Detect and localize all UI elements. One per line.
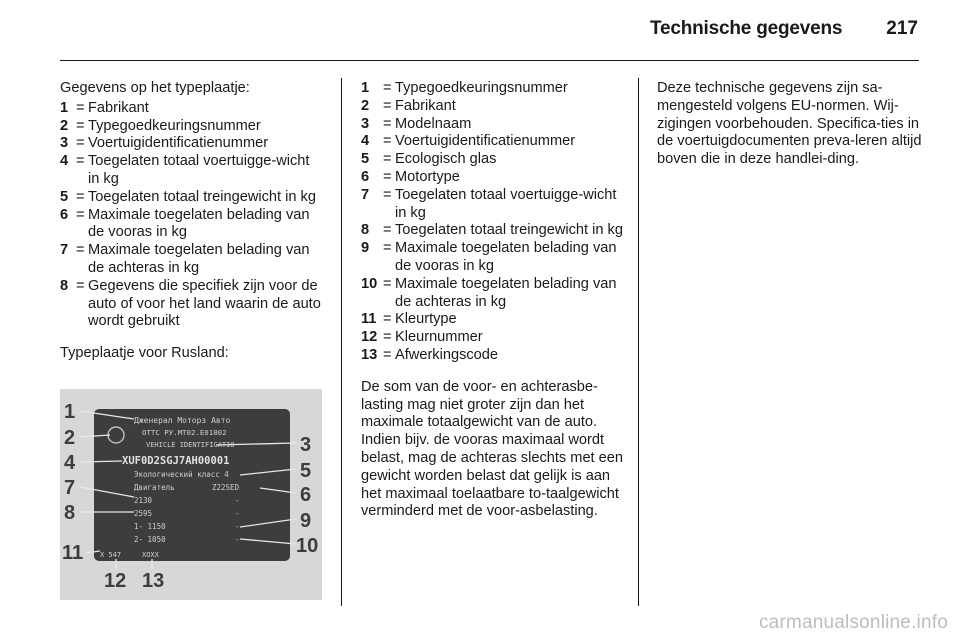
item-number: 2 bbox=[60, 117, 69, 134]
equals-sign: = bbox=[76, 117, 85, 134]
item-text: Motortype bbox=[395, 168, 460, 185]
equals-sign: = bbox=[76, 188, 85, 205]
equals-sign: = bbox=[383, 346, 392, 363]
item-number: 2 bbox=[361, 97, 370, 114]
equals-sign: = bbox=[383, 311, 392, 328]
equals-sign: = bbox=[383, 222, 392, 239]
callout-8: 8 bbox=[64, 502, 76, 524]
item-text: Typegoedkeuringsnummer bbox=[88, 117, 261, 134]
plate-line: X 547 bbox=[100, 551, 122, 559]
item-number: 4 bbox=[60, 153, 69, 170]
item-number: 8 bbox=[60, 277, 69, 294]
item-number: 8 bbox=[361, 222, 370, 239]
type-plate-svg bbox=[60, 389, 322, 600]
equals-sign: = bbox=[383, 275, 392, 292]
item-text: Toegelaten totaal treingewicht in kg bbox=[395, 222, 623, 239]
item-text: Typegoedkeuringsnummer bbox=[395, 80, 568, 96]
callout-1: 1 bbox=[64, 401, 76, 423]
equals-sign: = bbox=[76, 99, 85, 116]
list-item bbox=[361, 222, 626, 240]
item-text: Toegelaten totaal voertuigge-wicht in kg bbox=[395, 186, 617, 221]
item-text: Kleurtype bbox=[395, 311, 457, 328]
axle-load-paragraph: De som van de voor- en achterasbe-lasting mag niet groter zijn dan het maximale totaalgewicht van de auto. Indien bijv. de vooras maximaal wordt belast, mag de achteras slechts met een gewicht worden belast dat gelijk is aan het maximaal toelaatbare to-taalgewicht verminderd met de voor-asbelasting. bbox=[361, 378, 624, 520]
equals-sign: = bbox=[383, 168, 392, 185]
item-number: 5 bbox=[60, 188, 69, 205]
list-item bbox=[361, 187, 626, 223]
item-text: Maximale toegelaten belading van de vooras in kg bbox=[88, 206, 310, 241]
callout-7: 7 bbox=[64, 477, 76, 499]
item-text: Voertuigidentificatienummer bbox=[395, 133, 576, 150]
plate-data-list bbox=[60, 100, 322, 331]
list-item bbox=[60, 207, 322, 243]
type-plate-illustration bbox=[60, 389, 322, 600]
equals-sign: = bbox=[383, 115, 392, 132]
item-text: Toegelaten totaal treingewicht in kg bbox=[88, 188, 316, 205]
header-rule bbox=[60, 60, 919, 61]
equals-sign: = bbox=[383, 240, 392, 257]
item-number: 13 bbox=[361, 346, 378, 363]
column-2 bbox=[361, 80, 626, 521]
plate-line: 2- 1050 bbox=[134, 535, 166, 544]
plate-line: ОТТС РУ.МТ02.Е01802 bbox=[142, 428, 227, 437]
item-text: Maximale toegelaten belading van de achteras in kg bbox=[395, 275, 617, 310]
callout-5: 5 bbox=[300, 460, 312, 482]
item-number: 10 bbox=[361, 275, 378, 292]
item-text: Modelnaam bbox=[395, 115, 472, 132]
item-number: 6 bbox=[361, 168, 370, 185]
list-item bbox=[60, 278, 322, 331]
column-divider-1 bbox=[341, 78, 342, 606]
intro-text: Gegevens op het typeplaatje: bbox=[60, 80, 250, 96]
plate-mark: - bbox=[235, 496, 240, 505]
item-number: 3 bbox=[361, 115, 370, 132]
list-item bbox=[361, 169, 626, 187]
watermark: carmanualsonline.info bbox=[758, 612, 948, 633]
list-item bbox=[60, 135, 322, 153]
equals-sign: = bbox=[383, 133, 392, 150]
callout-2: 2 bbox=[64, 427, 76, 449]
plate-line: 1- 1150 bbox=[134, 522, 166, 531]
item-text: Toegelaten totaal voertuigge-wicht in kg bbox=[88, 153, 310, 187]
callout-6: 6 bbox=[300, 484, 312, 506]
column-3 bbox=[657, 80, 925, 169]
item-text: Fabrikant bbox=[395, 97, 456, 114]
item-number: 1 bbox=[60, 99, 69, 116]
column-1 bbox=[60, 80, 322, 363]
item-text: Gegevens die specifiek zijn voor de auto of voor het land waarin de auto wordt gebruikt bbox=[88, 277, 321, 330]
list-item bbox=[361, 80, 626, 98]
item-text: Afwerkingscode bbox=[395, 346, 499, 363]
plate-mark: - bbox=[235, 522, 240, 531]
item-text: Maximale toegelaten belading van de achteras in kg bbox=[88, 242, 310, 276]
item-number: 4 bbox=[361, 133, 370, 150]
list-item bbox=[361, 116, 626, 134]
header-title: Technische gegevens bbox=[650, 18, 843, 39]
item-text: Fabrikant bbox=[88, 99, 149, 116]
list-item bbox=[361, 151, 626, 169]
item-number: 3 bbox=[60, 135, 69, 152]
plate-line: Z22SED bbox=[212, 483, 240, 492]
callout-10: 10 bbox=[296, 535, 319, 557]
plate-mark: - bbox=[235, 509, 240, 518]
list-item bbox=[361, 347, 626, 365]
list-item bbox=[60, 118, 322, 136]
subheading-russia: Typeplaatje voor Rusland: bbox=[60, 345, 229, 362]
equals-sign: = bbox=[76, 277, 85, 294]
plate-line: Двигатель bbox=[134, 483, 175, 492]
item-number: 7 bbox=[361, 186, 370, 203]
item-number: 9 bbox=[361, 240, 370, 257]
item-number: 12 bbox=[361, 329, 378, 346]
equals-sign: = bbox=[76, 242, 85, 259]
equals-sign: = bbox=[383, 151, 392, 168]
item-text: Maximale toegelaten belading van de vooras in kg bbox=[395, 240, 617, 274]
list-item bbox=[361, 329, 626, 347]
item-number: 1 bbox=[361, 80, 370, 96]
list-item bbox=[361, 240, 626, 276]
item-text: Ecologisch glas bbox=[395, 151, 497, 168]
equals-sign: = bbox=[76, 135, 85, 152]
plate-line: 2595 bbox=[134, 509, 153, 518]
plate-line: Дженерал Моторз Авто bbox=[134, 416, 231, 425]
russia-plate-list bbox=[361, 80, 626, 365]
equals-sign: = bbox=[383, 97, 392, 114]
equals-sign: = bbox=[76, 153, 85, 170]
item-number: 7 bbox=[60, 242, 69, 259]
plate-mark: - bbox=[235, 535, 240, 544]
equals-sign: = bbox=[383, 80, 392, 96]
list-item bbox=[60, 100, 322, 118]
list-item bbox=[361, 311, 626, 329]
list-item bbox=[60, 189, 322, 207]
callout-13: 13 bbox=[142, 570, 165, 592]
equals-sign: = bbox=[383, 329, 392, 346]
item-text: Voertuigidentificatienummer bbox=[88, 135, 269, 152]
item-number: 11 bbox=[361, 311, 377, 328]
plate-vin: XUF0D2SGJ7AH00001 bbox=[122, 455, 230, 467]
column-divider-2 bbox=[638, 78, 639, 606]
equals-sign: = bbox=[76, 206, 85, 223]
plate-line: XOXX bbox=[142, 551, 159, 559]
equals-sign: = bbox=[383, 186, 392, 203]
eu-norms-paragraph: Deze technische gegevens zijn sa-mengesteld volgens EU-normen. Wij-zigingen voorbehouden. Specifica-ties in de voertuigdocumenten preva-leren altijd boven die in deze handlei-ding. bbox=[657, 80, 922, 168]
list-item bbox=[60, 153, 322, 189]
callout-4: 4 bbox=[64, 452, 76, 474]
callout-9: 9 bbox=[300, 510, 312, 532]
item-text: Kleurnummer bbox=[395, 329, 483, 346]
plate-line: Экологический класс 4 bbox=[134, 470, 229, 479]
page-number: 217 bbox=[886, 18, 918, 39]
item-number: 6 bbox=[60, 206, 69, 223]
callout-12: 12 bbox=[104, 570, 127, 592]
list-item bbox=[361, 276, 626, 312]
callout-11: 11 bbox=[62, 542, 84, 564]
list-item bbox=[60, 242, 322, 278]
plate-line: VEHICLE IDENTIFICATIO bbox=[146, 441, 235, 449]
list-item bbox=[361, 133, 626, 151]
item-number: 5 bbox=[361, 151, 370, 168]
list-item bbox=[361, 98, 626, 116]
plate-line: 2130 bbox=[134, 496, 153, 505]
callout-3: 3 bbox=[300, 434, 312, 456]
